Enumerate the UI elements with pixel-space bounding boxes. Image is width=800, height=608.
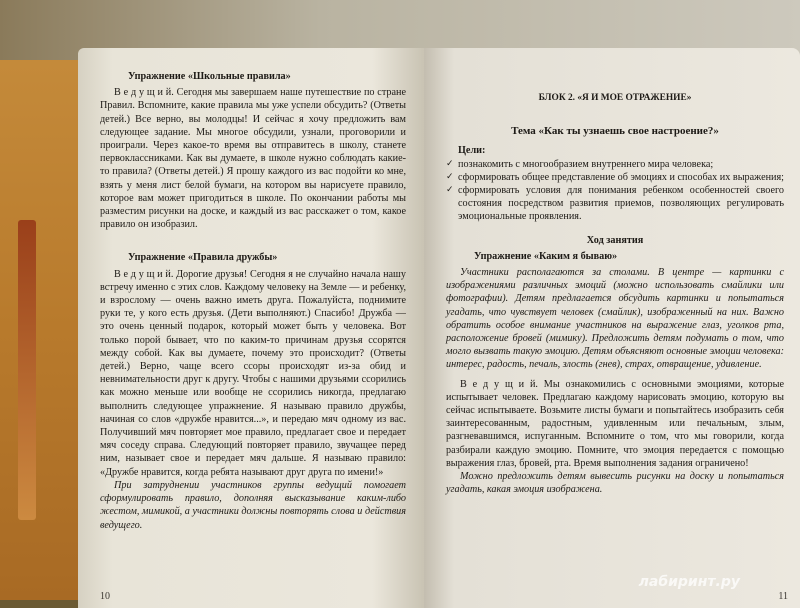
goal-item: ✓ познакомить с многообразием внутреннего мира человека; xyxy=(446,158,714,170)
exercise-school-rules-title: Упражнение «Школьные правила» xyxy=(128,71,291,82)
page-number-right: 11 xyxy=(778,591,788,602)
goal-item: ✓ сформировать условия для понимания ребенком особенностей своего состояния посредством развития приемов, позволяющих регулировать эмоциональные проявления. xyxy=(446,185,784,223)
right-page-content xyxy=(446,92,784,496)
goals-label: Цели: xyxy=(458,145,486,157)
left-page xyxy=(78,48,424,608)
cover-decoration xyxy=(18,220,36,520)
exercise-school-rules-text: В е д у щ и й. Сегодня мы завершаем наше путешествие по стране Правил. Вспомните, какие правила мы уже успели обсудить? (Ответы детей.) Все верно, вы молодцы! И сейчас я хочу предложить вам следующее задание. Мы многое обсудили, узнали, проговорили и проиграли. Через какое-то время вы отправитесь в школу, станете первоклассниками. Как вы думаете, в школе нужно соблюдать какие-то правила? (Ответы детей.) Я прошу каждого из вас подойти ко мне, взять у меня лист белой бумаги, на котором вы нарисуете правило, которое вам может пригодиться в школе. По окончании работы мы разместим рисунки на доске, и каждый из вас расскажет о том, какое правило он изобразил. xyxy=(100,87,406,231)
checkmark-icon: ✓ xyxy=(446,158,454,169)
page-number-left: 10 xyxy=(100,591,110,602)
lesson-progress-title: Ход занятия xyxy=(586,234,644,246)
left-page-content xyxy=(100,70,406,532)
checkmark-icon: ✓ xyxy=(446,185,454,196)
checkmark-icon: ✓ xyxy=(446,171,454,182)
right-page xyxy=(424,48,800,608)
exercise-how-i-am-title: Упражнение «Каким я бываю» xyxy=(474,250,618,262)
exercise-how-i-am-text: В е д у щ и й. Мы ознакомились с основными эмоциями, которые испытывает человек. Предлагаю каждому нарисовать эмоцию, которую вы сейчас испытываете. Возьмите листы бумаги и попытайтесь изобразить себя заинтересованным, радостным, удивленным или печальным, злым, разгневавшимся, испуганным. Вспомните о том, что мы говорили, когда разбирали каждую эмоцию. Помните, что эмоция передается с помощью выражения глаз, бровей, рта. Время выполнения задания ограничено! xyxy=(446,378,784,469)
exercise-friendship-rules-note: При затруднении участников группы ведущий помогает сформулировать правило, дополняя высказывание каким-либо жестом, мимикой, а участники должны повторять слова и действия ведущего. xyxy=(100,479,406,531)
lesson-topic: Тема «Как ты узнаешь свое настроение?» xyxy=(511,125,719,138)
block-title: БЛОК 2. «Я И МОЕ ОТРАЖЕНИЕ» xyxy=(538,93,692,103)
exercise-friendship-rules-title: Упражнение «Правила дружбы» xyxy=(128,252,278,264)
exercise-friendship-rules-text: В е д у щ и й. Дорогие друзья! Сегодня я не случайно начала нашу встречу именно с этих слов. Каждому человеку на Земле — и ребенку, и взрослому — очень важно иметь друга. Пожалуйста, поднимите руки те, у кого есть друзья. (Дети выполняют.) Спасибо! Дружба — это очень ценный подарок, который может быть у человека. Вот только порой бывает, что по каким-то причинам друзья ссорятся между собой. Как вы думаете, почему это происходит? (Ответы детей.) Верно, чаще всего ссоры происходят из-за обид и невнимательности друг к другу. Чтобы с нашими друзьями ссорились как можно меньше или вообще не ссорились никогда, предлагаю выполнить следующее упражнение. Я называю правило дружбы, начиная со слов «дружбе нравится...», и передаю мяч одному из вас. Получивший мяч повторяет мое правило, предлагает свое и передает мяч соседу справа. Следующий повторяет правило, звучащее перед ним, называет свое и передает мяч дальше. Я называю правило: «Дружбе нравится, когда ребята называют друг друга по имени!» xyxy=(100,268,407,478)
exercise-how-i-am-note: Можно предложить детям вывесить рисунки на доску и попытаться угадать, какая эмоция изображена. xyxy=(446,471,784,496)
goal-item: ✓ сформировать общее представление об эмоциях и способах их выражения; xyxy=(446,171,785,183)
watermark: лабиринт.ру xyxy=(638,574,740,590)
exercise-how-i-am-intro: Участники располагаются за столами. В центре — картинки с изображениями различных эмоций (можно использовать смайлики или фотографии). Детям предлагается обсудить картинки и попытаться угадать, что чувствует человек (смайлик), изображенный на них. Важно обратить особое внимание участников на выражение глаз, уголков рта, расположение бровей (мимику). Предложить детям подумать о том, что могло вызвать такую эмоцию. Детям объясняют основные эмоции человека: интерес, радость, печаль, злость (гнев), страх, отвращение, удивление. xyxy=(446,267,784,371)
